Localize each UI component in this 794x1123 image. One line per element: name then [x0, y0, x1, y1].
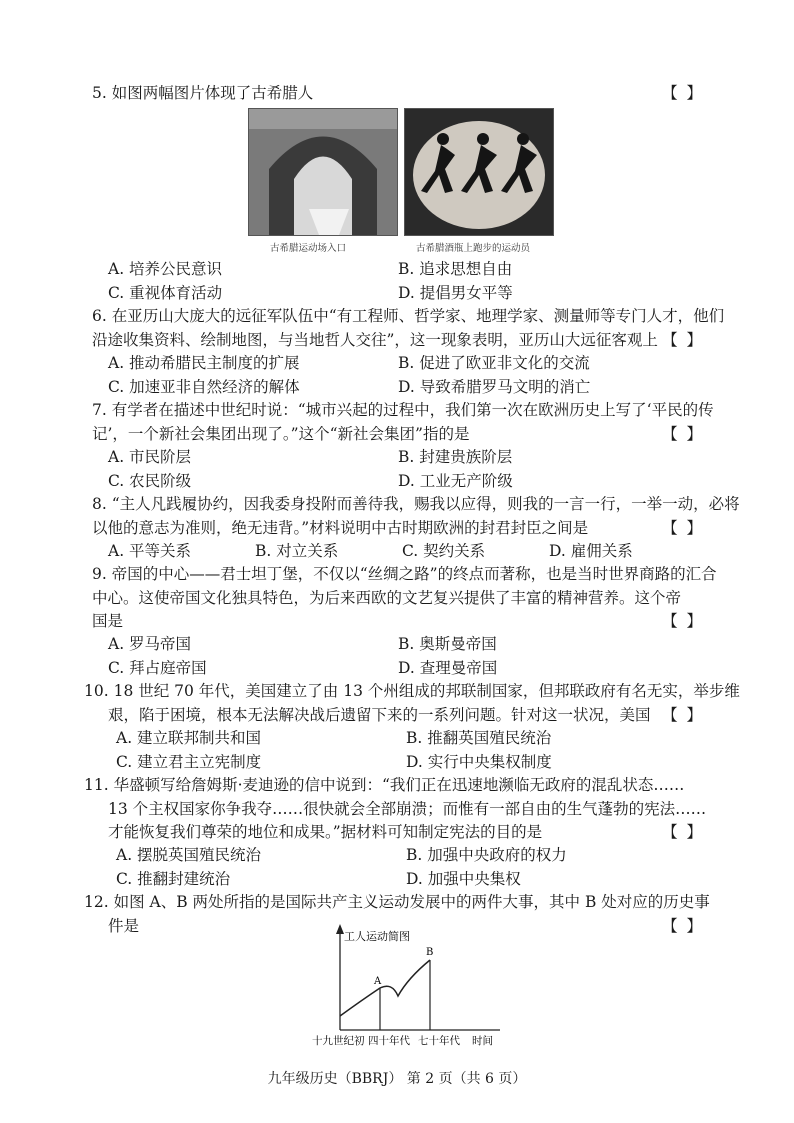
option-d[interactable]: D. 查理曼帝国	[398, 658, 498, 677]
option-c[interactable]: C. 重视体育活动	[108, 283, 223, 302]
option-a[interactable]: A. 推动希腊民主制度的扩展	[108, 354, 300, 372]
vase-runners-photo	[404, 108, 554, 236]
option-b[interactable]: B. 促进了欧亚非文化的交流	[398, 354, 590, 372]
option-d[interactable]: D. 加强中央集权	[406, 869, 521, 888]
option-c[interactable]: C. 农民阶级	[108, 471, 192, 490]
option-a[interactable]: A. 平等关系	[108, 542, 192, 560]
option-c[interactable]: C. 加速亚非自然经济的解体	[108, 377, 300, 396]
answer-bracket[interactable]: 【 】	[662, 823, 704, 841]
question-6	[92, 305, 725, 352]
option-d[interactable]: D. 雇佣关系	[549, 542, 633, 560]
question-8-line: 以他的意志为准则，绝无违背。”材料说明中古时期欧洲的封君封臣之间是	[92, 518, 589, 537]
option-d[interactable]: D. 提倡男女平等	[398, 283, 513, 302]
question-10-line: 10. 18 世纪 70 年代，美国建立了由 13 个州组成的邦联制国家，但邦联政府有名无实，举步维	[84, 682, 740, 700]
question-7-options	[108, 446, 698, 493]
question-9-line: 国是	[92, 612, 124, 630]
question-10-options	[116, 727, 706, 774]
question-11-line: 13 个主权国家你争我夺……很快就会全部崩溃；而惟有一部自由的生气蓬勃的宪法……	[108, 799, 707, 818]
option-b[interactable]: B. 封建贵族阶层	[398, 448, 513, 466]
stadium-entrance-photo	[248, 108, 398, 236]
label-b: B	[426, 947, 434, 958]
option-c[interactable]: C. 推翻封建统治	[116, 869, 231, 888]
option-c[interactable]: C. 建立君主立宪制度	[116, 752, 262, 771]
question-8-line: 8. “主人凡践履协约，因我委身投附而善待我，赐我以应得，则我的一言一行，一举一动，必将	[92, 495, 740, 513]
option-a[interactable]: A. 市民阶层	[108, 448, 192, 466]
workers-movement-chart	[300, 920, 520, 1050]
x-label-early-19th: 十九世纪初	[312, 1035, 365, 1047]
chart-title: 工人运动简图	[344, 930, 410, 943]
question-11-line: 11. 华盛顿写给詹姆斯·麦迪逊的信中说到：“我们正在迅速地濒临无政府的混乱状态……	[84, 776, 685, 794]
question-7	[92, 399, 714, 446]
option-d[interactable]: D. 实行中央集权制度	[406, 752, 552, 771]
x-axis-name: 时间	[472, 1035, 493, 1047]
option-a[interactable]: A. 建立联邦制共和国	[116, 729, 262, 747]
question-8	[92, 493, 740, 540]
option-b[interactable]: B. 加强中央政府的权力	[406, 846, 567, 864]
option-c[interactable]: C. 拜占庭帝国	[108, 658, 207, 677]
question-6-line: 沿途收集资料、绘制地图，与当地哲人交往”，这一现象表明，亚历山大远征客观上	[92, 330, 658, 349]
trend-curve	[340, 960, 430, 1016]
option-b[interactable]: B. 追求思想自由	[398, 260, 513, 278]
question-11	[84, 774, 707, 845]
option-b[interactable]: B. 奥斯曼帝国	[398, 635, 497, 653]
question-11-line: 才能恢复我们尊荣的地位和成果。”据材料可知制定宪法的目的是	[108, 823, 543, 841]
question-10-line: 艰，陷于困境，根本无法解决战后遗留下来的一系列问题。针对这一状况，美国	[108, 705, 651, 724]
question-7-line: 记’，一个新社会集团出现了。”这个“新社会集团”指的是	[92, 424, 470, 443]
y-axis-arrow	[336, 924, 344, 934]
x-label-seventies: 七十年代	[418, 1035, 460, 1047]
question-9-line: 9. 帝国的中心——君士坦丁堡，不仅以“丝绸之路”的终点而著称，也是当时世界商路的汇合	[92, 565, 717, 583]
question-5-options	[108, 258, 698, 305]
page-footer: 九年级历史（BBRJ） 第 2 页（共 6 页）	[267, 1071, 527, 1087]
option-b[interactable]: B. 对立关系	[255, 542, 339, 560]
question-6-line: 6. 在亚历山大庞大的远征军队伍中“有工程师、哲学家、地理学家、测量师等专门人才，他们	[92, 307, 725, 325]
question-5	[92, 82, 704, 106]
option-b[interactable]: B. 推翻英国殖民统治	[406, 729, 552, 747]
option-a[interactable]: A. 罗马帝国	[108, 635, 192, 653]
question-12-line: 件是	[108, 916, 140, 935]
answer-bracket[interactable]: 【 】	[662, 84, 704, 102]
x-label-forties: 四十年代	[368, 1035, 410, 1047]
question-6-options	[108, 352, 698, 399]
question-5-stem: 5. 如图两幅图片体现了古希腊人	[92, 84, 314, 102]
question-7-line: 7. 有学者在描述中世纪时说：“城市兴起的过程中，我们第一次在欧洲历史上写了‘平民的传	[92, 401, 714, 419]
option-a[interactable]: A. 培养公民意识	[108, 260, 223, 278]
question-9	[92, 563, 717, 634]
caption-stadium: 古希腊运动场入口	[270, 243, 347, 254]
answer-bracket[interactable]: 【 】	[662, 518, 704, 537]
question-11-options	[116, 844, 706, 891]
answer-bracket[interactable]: 【 】	[662, 424, 704, 443]
caption-vase: 古希腊酒瓶上跑步的运动员	[416, 243, 531, 254]
question-8-options	[108, 540, 698, 564]
answer-bracket[interactable]: 【 】	[662, 916, 704, 935]
question-10	[84, 680, 740, 727]
option-c[interactable]: C. 契约关系	[402, 542, 486, 560]
answer-bracket[interactable]: 【 】	[662, 612, 704, 630]
option-d[interactable]: D. 导致希腊罗马文明的消亡	[398, 377, 591, 396]
answer-bracket[interactable]: 【 】	[662, 330, 704, 349]
answer-bracket[interactable]: 【 】	[662, 705, 704, 724]
option-a[interactable]: A. 摆脱英国殖民统治	[116, 846, 262, 864]
label-a: A	[374, 976, 382, 987]
question-9-line: 中心。这使帝国文化独具特色，为后来西欧的文艺复兴提供了丰富的精神营养。这个帝	[92, 588, 682, 607]
question-12-line: 12. 如图 A、B 两处所指的是国际共产主义运动发展中的两件大事，其中 B 处对应的历史事	[84, 893, 710, 911]
question-9-options	[108, 633, 698, 680]
option-d[interactable]: D. 工业无产阶级	[398, 471, 513, 490]
